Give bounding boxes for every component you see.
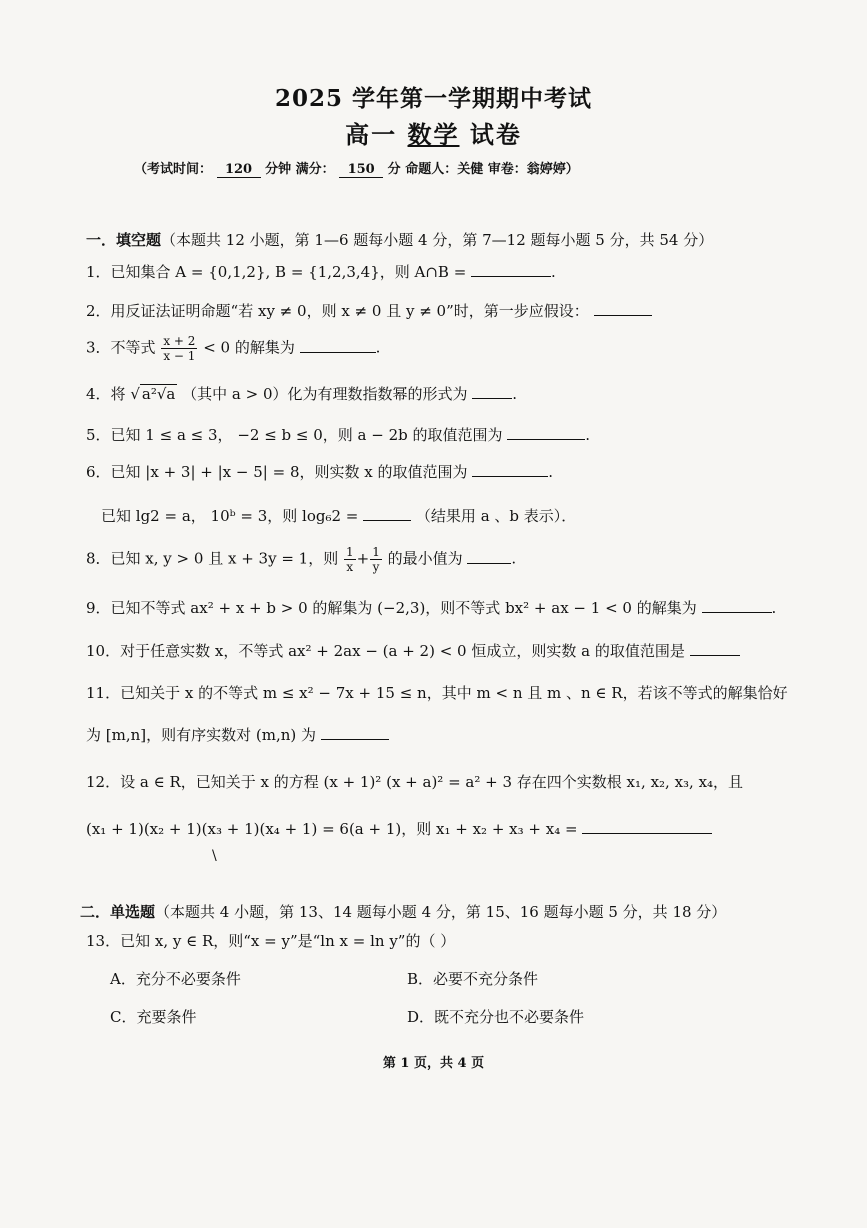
score-unit: 分 命题人：关健 审卷：翁婷婷）: [387, 162, 579, 177]
time-value: 120: [217, 162, 261, 178]
option-c[interactable]: C．充要条件: [110, 1008, 197, 1026]
exam-subtitle: [0, 115, 867, 150]
question-4: [86, 383, 517, 404]
answer-blank-12[interactable]: [582, 819, 712, 834]
subject-main: 数学: [407, 120, 460, 149]
answer-blank-10[interactable]: [690, 641, 740, 656]
question-9-text: 9．已知不等式 ax² + x + b > 0 的解集为 (−2,3)，则不等式 bx² + ax − 1 < 0 的解集为: [86, 599, 697, 617]
question-6-text: 6．已知 |x + 3| + |x − 5| = 8，则实数 x 的取值范围为: [86, 463, 468, 481]
question-8-end: .: [511, 549, 517, 568]
question-4-pre: 4．将: [86, 385, 126, 403]
question-11-line-2: [86, 724, 389, 745]
fraction-numerator: 1: [372, 545, 380, 559]
question-3-post: < 0 的解集为: [203, 338, 295, 357]
answer-blank-2[interactable]: [594, 301, 652, 316]
question-3: [86, 334, 380, 363]
fraction-1-over-x: [344, 545, 356, 574]
option-a[interactable]: A．充分不必要条件: [110, 970, 241, 988]
question-3-end: .: [375, 338, 381, 357]
question-7-post: （结果用 a 、b 表示）．: [415, 507, 577, 525]
question-12-line-1: 12．设 a ∈ R，已知关于 x 的方程 (x + 1)² (x + a)² = a² + 3 存在四个实数根 x₁, x₂, x₃, x₄，且: [86, 773, 744, 791]
question-13: 13．已知 x, y ∈ R，则“x = y”是“ln x = ln y”的（ ）: [86, 932, 456, 950]
question-9-end: .: [771, 599, 777, 617]
option-d[interactable]: D．既不充分也不必要条件: [407, 1008, 585, 1026]
question-8: [86, 545, 516, 574]
question-4-end: .: [512, 385, 518, 403]
question-11-line-1: 11．已知关于 x 的不等式 m ≤ x² − 7x + 15 ≤ n，其中 m < n 且 m 、n ∈ R，若该不等式的解集恰好: [86, 684, 788, 702]
question-12-line-2: [86, 818, 712, 839]
option-b[interactable]: B．必要不充分条件: [407, 970, 539, 988]
fraction-numerator: x + 2: [163, 334, 196, 348]
sqrt-sign: √: [130, 385, 140, 403]
question-6-end: .: [548, 463, 554, 481]
question-10: [86, 640, 740, 661]
question-5: [86, 424, 590, 445]
question-5-text: 5．已知 1 ≤ a ≤ 3， −2 ≤ b ≤ 0，则 a − 2b 的取值范围为: [86, 426, 503, 444]
info-open: （考试时间：: [134, 162, 213, 177]
plus-sign: +: [356, 549, 370, 568]
subject-prefix: 高一: [345, 120, 408, 149]
section-1-heading: [86, 229, 713, 250]
question-2: [86, 300, 652, 321]
section-2-title: 二．单选题: [80, 903, 156, 921]
question-2-text: 2．用反证法证明命题“若 xy ≠ 0，则 x ≠ 0 且 y ≠ 0”时，第一步应假设：: [86, 302, 589, 320]
answer-blank-6[interactable]: [472, 462, 548, 477]
question-11-text: 为 [m,n]，则有序实数对 (m,n) 为: [86, 726, 317, 744]
answer-blank-11[interactable]: [321, 725, 389, 740]
fraction-denominator: y: [372, 560, 380, 574]
fraction-1-over-y: [370, 545, 382, 574]
time-unit: 分钟 满分：: [265, 162, 335, 177]
question-7: [101, 505, 576, 526]
section-2-desc: （本题共 4 小题，第 13、14 题每小题 4 分，第 15、16 题每小题 5 分，共 18 分）: [155, 903, 727, 921]
page-footer: 第 1 页，共 4 页: [382, 1056, 485, 1071]
question-5-end: .: [585, 426, 591, 444]
answer-blank-1[interactable]: [471, 262, 551, 277]
question-1-end: .: [551, 263, 556, 281]
question-4-post: （其中 a > 0）化为有理数指数幂的形式为: [182, 385, 468, 403]
question-1: [86, 261, 556, 282]
question-8-pre: 8．已知 x, y > 0 且 x + 3y = 1，则: [86, 549, 339, 568]
exam-title: 2025 学年第一学期期中考试: [274, 85, 593, 112]
subject-suffix: 试卷: [459, 120, 522, 149]
fraction-denominator: x: [346, 560, 354, 574]
question-10-text: 10．对于任意实数 x，不等式 ax² + 2ax − (a + 2) < 0 恒成立，则实数 a 的取值范围是: [86, 642, 685, 660]
answer-blank-9[interactable]: [702, 598, 772, 613]
section-1-desc: （本题共 12 小题，第 1—6 题每小题 4 分，第 7—12 题每小题 5 分，共 54 分）: [161, 231, 714, 249]
answer-blank-5[interactable]: [507, 425, 585, 440]
exam-info: [134, 158, 579, 178]
question-3-pre: 3．不等式: [86, 338, 156, 357]
fraction: [161, 334, 197, 363]
fraction-denominator: x − 1: [163, 349, 196, 363]
answer-blank-7[interactable]: [363, 506, 411, 521]
answer-blank-4[interactable]: [472, 384, 512, 399]
score-value: 150: [339, 162, 383, 178]
answer-blank-8[interactable]: [467, 549, 511, 564]
question-6: [86, 461, 553, 482]
section-2-heading: [80, 901, 726, 922]
question-8-post: 的最小值为: [387, 549, 463, 568]
question-9: [86, 597, 776, 618]
fraction-numerator: 1: [345, 545, 354, 559]
stray-mark: \: [212, 848, 217, 864]
question-12-text: (x₁ + 1)(x₂ + 1)(x₃ + 1)(x₄ + 1) = 6(a + 1)，则 x₁ + x₂ + x₃ + x₄ =: [86, 820, 578, 838]
answer-blank-3[interactable]: [300, 338, 376, 353]
question-1-text: 1．已知集合 A = {0,1,2}, B = {1,2,3,4}，则 A∩B =: [86, 263, 467, 281]
section-1-title: 一．填空题: [86, 231, 162, 249]
sqrt-radicand: a²√a: [141, 385, 176, 403]
question-7-text: 已知 lg2 = a， 10ᵇ = 3，则 log₆2 =: [101, 507, 359, 525]
